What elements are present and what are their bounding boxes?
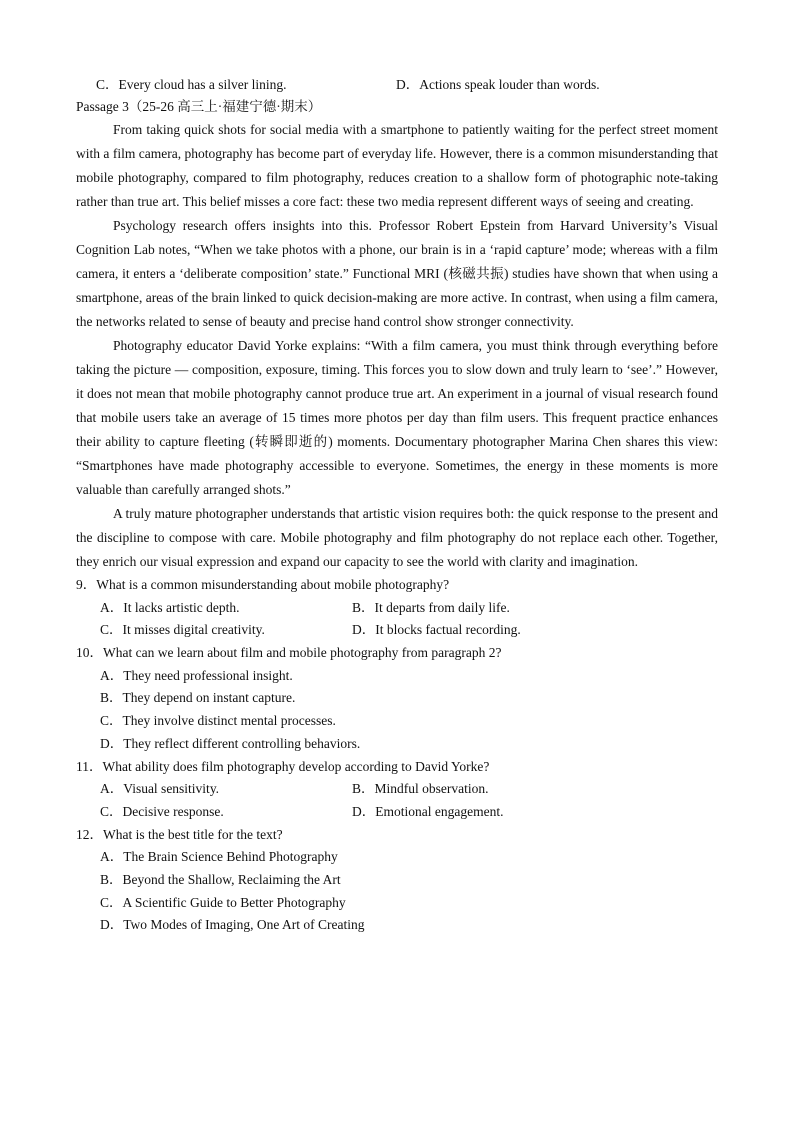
previous-question-options	[76, 74, 718, 96]
question-11	[76, 756, 718, 824]
option-a: A．They need professional insight.	[100, 667, 293, 683]
exam-page	[76, 74, 718, 937]
option-b: B．Mindful observation.	[352, 781, 489, 797]
option-a: A．It lacks artistic depth.	[100, 599, 240, 615]
question-stem: 11．What ability does film photography develop according to David Yorke?	[76, 758, 490, 774]
option-c: C．Every cloud has a silver lining.	[96, 77, 287, 92]
question-stem: 9．What is a common misunderstanding about mobile photography?	[76, 577, 450, 592]
passage-title: Passage 3（25-26 高三上·福建宁德·期末）	[76, 99, 322, 114]
question-stem: 12．What is the best title for the text?	[76, 826, 283, 842]
paragraph-3: Photography educator David Yorke explains: “With a film camera, you must think through everything before taking the picture — composition, exposure, timing. This forces you to slow down and truly learn to ‘see’.” However, it does not mean that mobile photography cannot produce true art. An experiment in a journal of visual research found that mobile users take an average of 15 times more photos per day than film users. This frequent practice enhances their ability to capture fleeting (转瞬即逝的) moments. Documentary photographer Marina Chen shares this view: “Smartphones have made photography accessible to everyone. Sometimes, the energy in these moments is more valuable than carefully arranged shots.”	[76, 338, 718, 497]
option-d: D．Actions speak louder than words.	[396, 77, 600, 92]
option-b: B．It departs from daily life.	[352, 599, 510, 615]
option-row	[76, 597, 718, 620]
paragraph-2: Psychology research offers insights into this. Professor Robert Epstein from Harvard University’s Visual Cognition Lab notes, “When we take photos with a phone, our brain is in a ‘rapid capture’ mode; whereas with a film camera, it enters a ‘deliberate composition’ state.” Functional MRI (核磁共振) studies have shown that when using a smartphone, areas of the brain linked to quick decision-making are more active. In contrast, when using a film camera, the networks related to sense of beauty and precise hand control show stronger connectivity.	[76, 218, 718, 329]
question-12	[76, 824, 718, 937]
option-a: A．The Brain Science Behind Photography	[100, 849, 338, 865]
option-row	[76, 619, 718, 642]
option-d: D．It blocks factual recording.	[352, 622, 521, 638]
option-row	[76, 778, 718, 801]
option-b: B．Beyond the Shallow, Reclaiming the Art	[100, 871, 341, 887]
paragraph-1: From taking quick shots for social media with a smartphone to patiently waiting for the perfect street moment with a film camera, photography has become part of everyday life. However, there is a common misunderstanding that mobile photography, compared to film photography, reduces creation to a shallow form of photographic note-taking rather than true art. This belief misses a core fact: these two media represent different ways of seeing and creating.	[76, 122, 718, 209]
question-9	[76, 574, 718, 642]
option-d: D．Emotional engagement.	[352, 803, 504, 819]
option-c: C．They involve distinct mental processes.	[100, 713, 336, 729]
question-stem: 10．What can we learn about film and mobile photography from paragraph 2?	[76, 645, 502, 661]
option-c: C．A Scientific Guide to Better Photography	[100, 894, 346, 910]
paragraph-4: A truly mature photographer understands that artistic vision requires both: the quick response to the present and the discipline to compose with care. Mobile photography and film photography do not replace each other. Together, they enrich our visual expression and expand our capacity to see the world with clarity and imagination.	[76, 506, 718, 569]
question-10	[76, 642, 718, 755]
option-c: C．It misses digital creativity.	[100, 622, 265, 638]
option-c: C．Decisive response.	[100, 803, 224, 819]
option-b: B．They depend on instant capture.	[100, 690, 296, 706]
option-row	[76, 801, 718, 824]
option-d: D．They reflect different controlling behaviors.	[100, 735, 361, 751]
option-a: A．Visual sensitivity.	[100, 781, 220, 797]
option-d: D．Two Modes of Imaging, One Art of Creating	[100, 917, 365, 933]
